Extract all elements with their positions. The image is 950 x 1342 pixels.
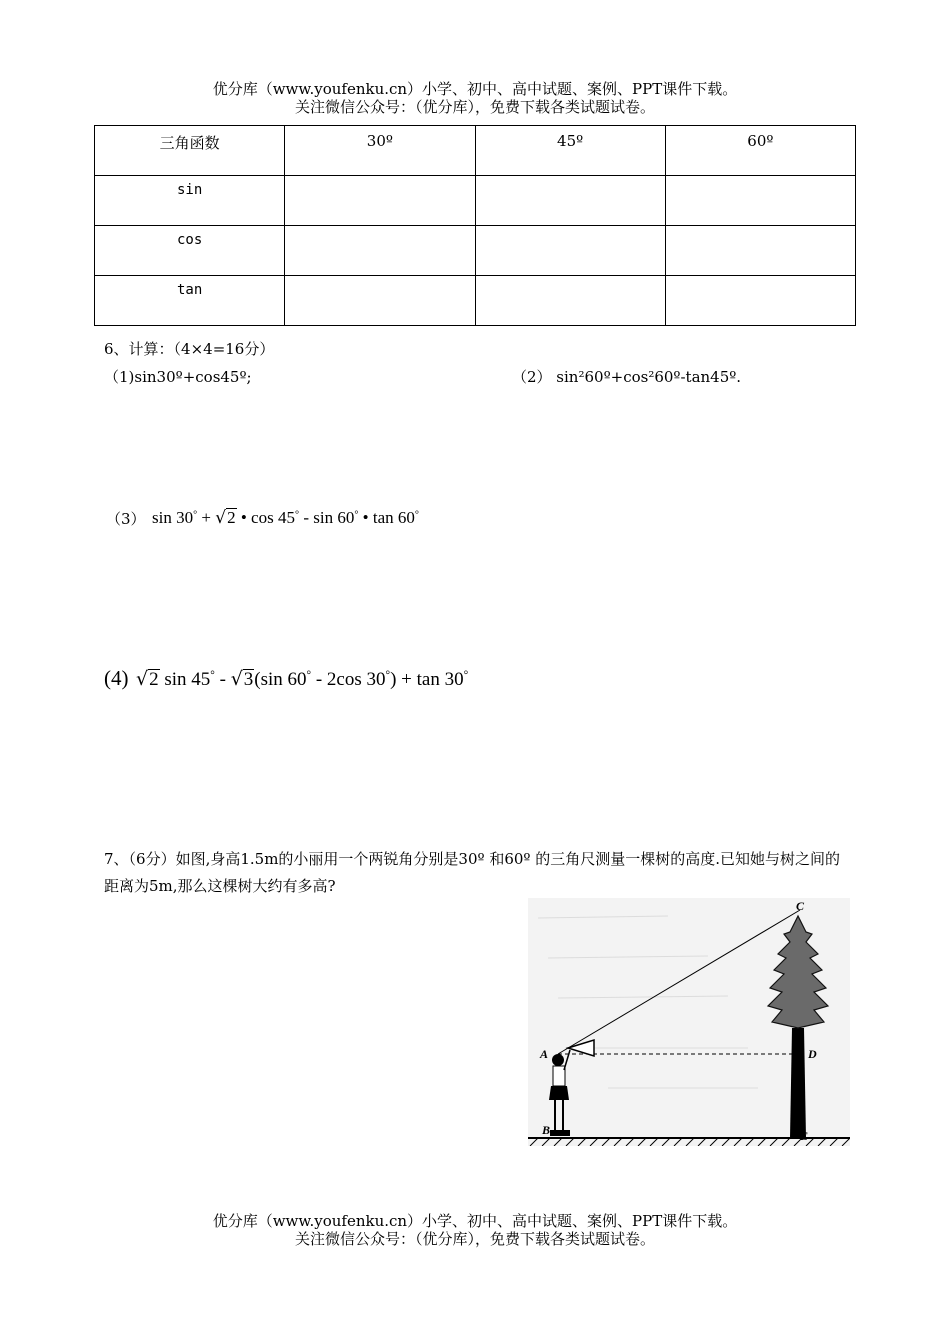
sqrt-icon: √ [230, 668, 243, 690]
answer-cell[interactable] [665, 226, 855, 276]
footer-line-2: 关注微信公众号：（优分库），免费下载各类试题试卷。 [294, 1230, 655, 1248]
table-header-cell: 三角函数 [95, 126, 285, 176]
header-line-1: 优分库（www.youfenku.cn）小学、初中、高中试题、案例、PPT课件下载。 [212, 80, 738, 98]
table-header-row [95, 126, 856, 176]
answer-cell[interactable] [285, 276, 475, 326]
table-header-cell: 60º [665, 126, 855, 176]
point-c-label: C [796, 899, 805, 913]
table-header-cell: 30º [285, 126, 475, 176]
point-e-label: E [800, 1129, 809, 1143]
degree-symbol: ° [294, 509, 300, 521]
answer-cell[interactable] [285, 176, 475, 226]
degree-symbol: ° [193, 509, 198, 521]
expr-term: - 2cos 30 [315, 669, 386, 690]
q6-part-3-expression [152, 508, 419, 528]
sqrt-radicand: 3 [243, 669, 254, 690]
trig-value-table [94, 125, 856, 326]
table-row [95, 176, 856, 226]
expr-term: • tan 60 [362, 508, 415, 527]
expr-term: sin 30 [152, 508, 194, 527]
q6-part-4-label: (4) [104, 666, 129, 690]
sqrt-icon: √ [136, 668, 149, 690]
expr-operator: - [219, 669, 226, 690]
header-line-2: 关注微信公众号：（优分库），免费下载各类试题试卷。 [294, 98, 655, 116]
answer-cell[interactable] [665, 176, 855, 226]
page-footer [0, 1212, 950, 1248]
answer-cell[interactable] [475, 276, 665, 326]
q6-part-1: （1)sin30º+cos45º; [104, 368, 252, 386]
tree-trunk [790, 1028, 806, 1138]
point-a-label: A [540, 1047, 549, 1061]
row-label-cos: cos [95, 226, 285, 276]
degree-symbol: ° [463, 669, 469, 682]
row-label-tan: tan [95, 276, 285, 326]
footer-line-1: 优分库（www.youfenku.cn）小学、初中、高中试题、案例、PPT课件下载。 [212, 1212, 738, 1230]
answer-cell[interactable] [665, 276, 855, 326]
degree-symbol: ° [354, 509, 359, 521]
point-d-label: D [808, 1047, 817, 1061]
table-row [95, 226, 856, 276]
degree-symbol: ° [414, 509, 419, 521]
sqrt-icon: √ [215, 508, 227, 528]
row-label-sin: sin [95, 176, 285, 226]
degree-symbol: ° [385, 669, 391, 682]
answer-cell[interactable] [475, 226, 665, 276]
tree-measurement-figure [528, 898, 850, 1146]
page-header [0, 80, 950, 116]
expr-term: • cos 45 [240, 508, 295, 527]
degree-symbol: ° [210, 669, 215, 682]
expr-term: (sin 60 [254, 669, 307, 690]
table-row [95, 276, 856, 326]
degree-symbol: ° [306, 669, 312, 682]
q6-part-2: （2） sin²60º+cos²60º-tan45º. [512, 368, 742, 386]
q6-title: 6、计算：（4×4=16分） [104, 340, 275, 358]
point-b-label: B [542, 1123, 551, 1137]
q7-text: 7、（6分）如图,身高1.5m的小丽用一个两锐角分别是30º 和60º 的三角尺测量一棵树的高度.已知她与树之间的距离为5m,那么这棵树大约有多高? [104, 850, 841, 895]
answer-cell[interactable] [285, 226, 475, 276]
q6-part-3-label: （3） [106, 510, 146, 528]
sqrt-radicand: 2 [227, 508, 236, 527]
expr-term: sin 45 [164, 669, 211, 690]
sqrt-radicand: 2 [149, 669, 159, 690]
table-header-cell: 45º [475, 126, 665, 176]
expr-term: ) + tan 30 [390, 669, 464, 690]
answer-cell[interactable] [475, 176, 665, 226]
expr-operator: + [201, 508, 212, 527]
expr-term: - sin 60 [303, 508, 355, 527]
q6-part-4-expression [136, 668, 468, 691]
